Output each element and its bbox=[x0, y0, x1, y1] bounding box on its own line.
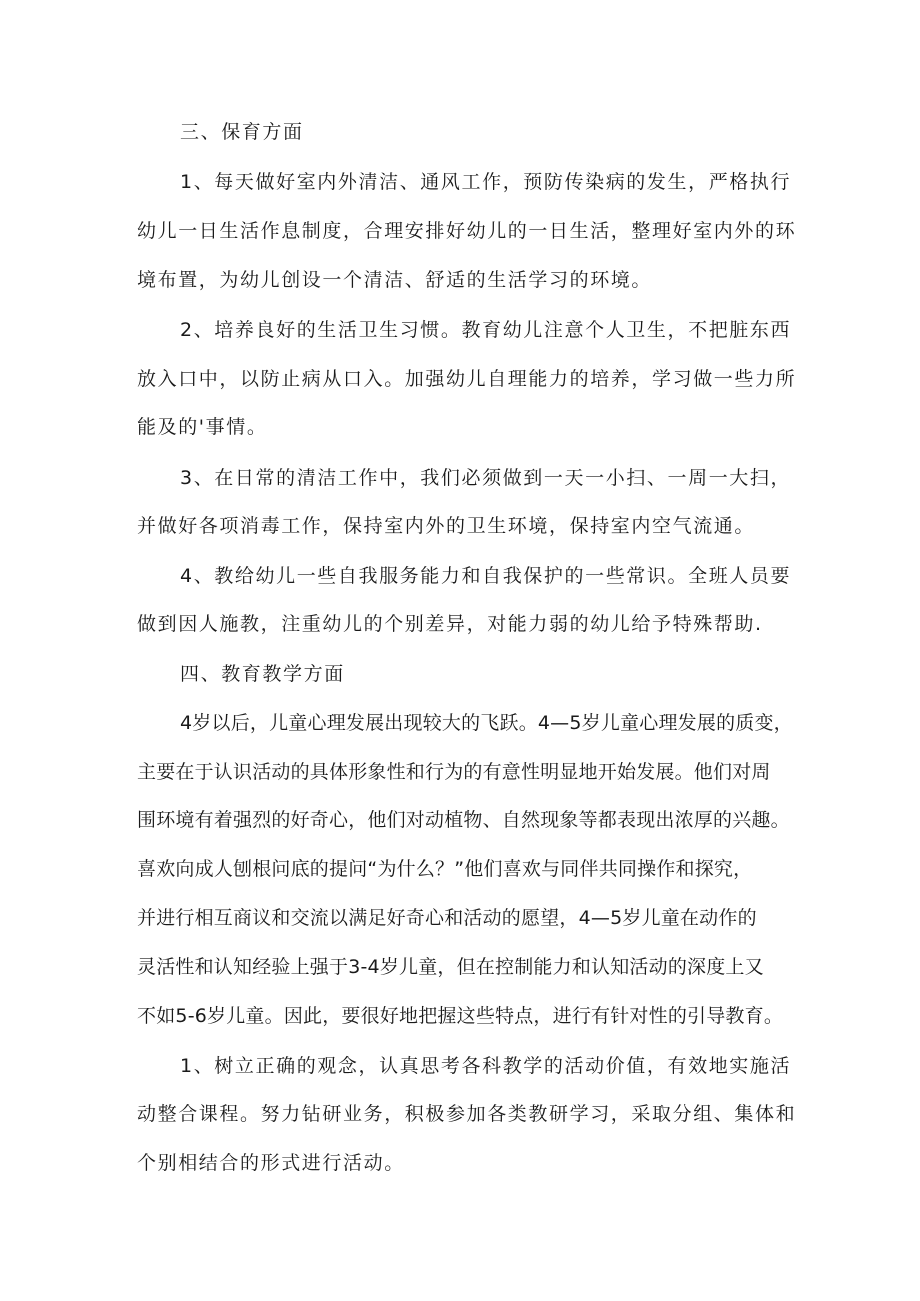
paragraph-line: 喜欢向成人刨根问底的提问“为什么？”他们喜欢与同伴共同操作和探究， bbox=[137, 858, 753, 880]
paragraph-line: 3、在日常的清洁工作中，我们必须做到一天一小扫、一周一大扫， bbox=[180, 467, 792, 489]
paragraph-line: 动整合课程。努力钻研业务，积极参加各类教研学习，采取分组、集体和 bbox=[137, 1103, 797, 1125]
paragraph-line: 个别相结合的形式进行活动。 bbox=[137, 1152, 405, 1174]
paragraph-line: 灵活性和认知经验上强于3-4岁儿童，但在控制能力和认知活动的深度上又 bbox=[137, 956, 764, 978]
paragraph-line: 4、教给幼儿一些自我服务能力和自我保护的一些常识。全班人员要 bbox=[180, 565, 792, 587]
paragraph-line: 做到因人施教，注重幼儿的个别差异，对能力弱的幼儿给予特殊帮助. bbox=[137, 613, 763, 635]
section-heading-childcare: 三、保育方面 bbox=[180, 121, 304, 143]
paragraph-line: 并进行相互商议和交流以满足好奇心和活动的愿望，4—5岁儿童在动作的 bbox=[137, 907, 757, 929]
paragraph-line: 4岁以后，儿童心理发展出现较大的飞跃。4—5岁儿童心理发展的质变， bbox=[180, 712, 793, 734]
paragraph-line: 1、每天做好室内外清洁、通风工作，预防传染病的发生，严格执行 bbox=[180, 171, 792, 193]
paragraph-line: 主要在于认识活动的具体形象性和行为的有意性明显地开始发展。他们对周 bbox=[137, 761, 771, 783]
section-heading-teaching: 四、教育教学方面 bbox=[180, 663, 345, 685]
paragraph-line: 1、树立正确的观念，认真思考各科教学的活动价值，有效地实施活 bbox=[180, 1055, 792, 1077]
paragraph-line: 放入口中，以防止病从口入。加强幼儿自理能力的培养，学习做一些力所 bbox=[137, 368, 797, 390]
paragraph-line: 境布置，为幼儿创设一个清洁、舒适的生活学习的环境。 bbox=[137, 269, 653, 291]
paragraph-line: 围环境有着强烈的好奇心，他们对动植物、自然现象等都表现出浓厚的兴趣。 bbox=[137, 809, 790, 831]
paragraph-line: 能及的'事情。 bbox=[137, 416, 268, 438]
paragraph-line: 不如5-6岁儿童。因此，要很好地把握这些特点，进行有针对性的引导教育。 bbox=[137, 1005, 784, 1027]
paragraph-line: 并做好各项消毒工作，保持室内外的卫生环境，保持室内空气流通。 bbox=[137, 515, 756, 537]
paragraph-line: 2、培养良好的生活卫生习惯。教育幼儿注意个人卫生，不把脏东西 bbox=[180, 319, 792, 341]
paragraph-line: 幼儿一日生活作息制度，合理安排好幼儿的一日生活，整理好室内外的环 bbox=[137, 220, 797, 242]
